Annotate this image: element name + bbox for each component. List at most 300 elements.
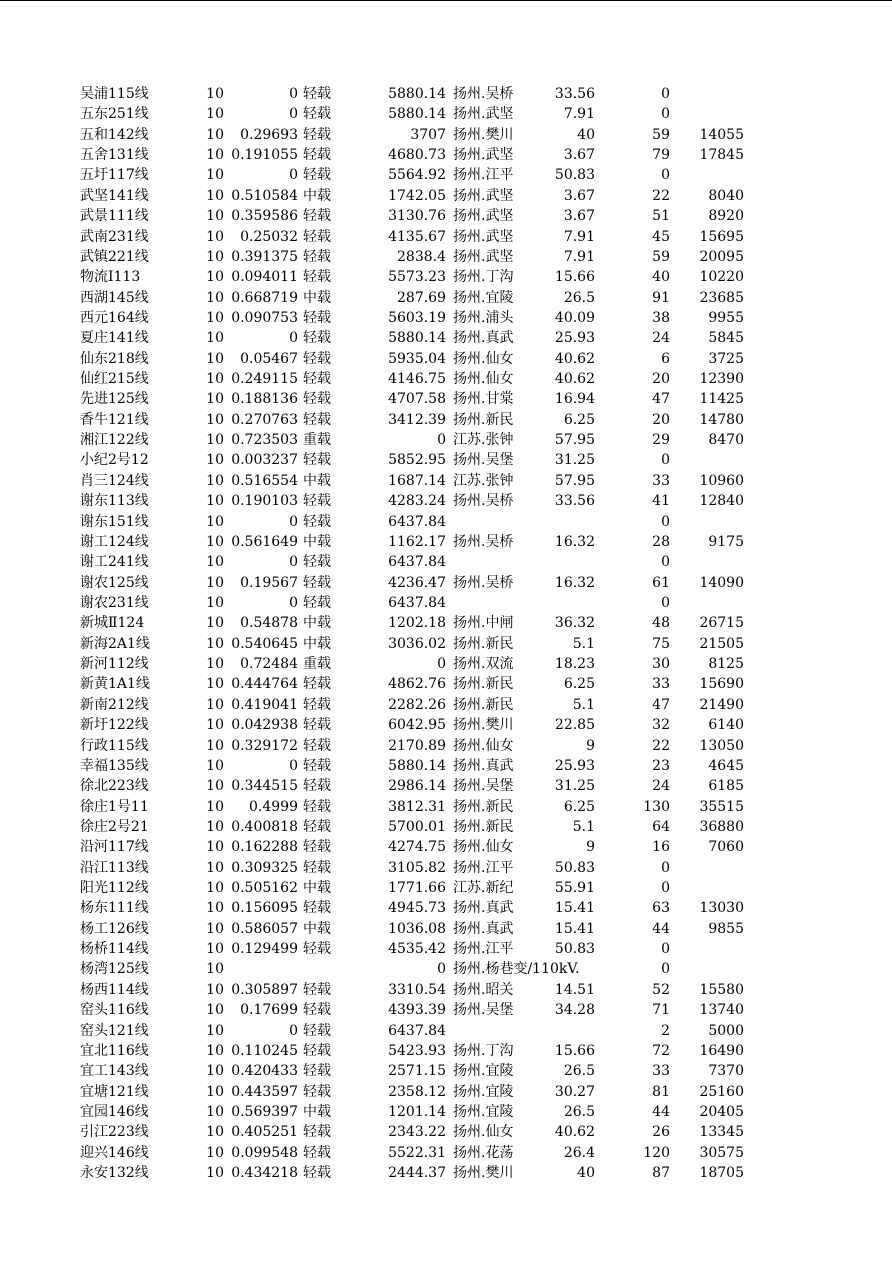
capacity-cell: 6042.95 — [388, 717, 446, 734]
load-status-cell: 中载 — [303, 880, 331, 897]
load-rate-cell: 0.516554 — [231, 472, 298, 489]
load-rate-cell: 0.156095 — [231, 900, 298, 917]
load-rate-cell: 0.668719 — [231, 289, 298, 306]
amount-cell: 36880 — [699, 818, 744, 835]
length-cell: 40.09 — [554, 309, 595, 326]
count-cell: 29 — [652, 432, 670, 449]
table-row — [0, 613, 892, 633]
length-cell: 15.41 — [554, 900, 595, 917]
load-rate-cell: 0.305897 — [231, 981, 298, 998]
line-name-cell: 五东251线 — [80, 106, 149, 123]
capacity-cell: 0 — [437, 656, 446, 673]
voltage-cell: 10 — [206, 880, 224, 897]
table-row — [0, 1000, 892, 1020]
capacity-cell: 4146.75 — [388, 371, 446, 388]
load-rate-cell: 0 — [289, 513, 298, 530]
table-row — [0, 1143, 892, 1163]
load-rate-cell: 0.129499 — [231, 941, 298, 958]
load-rate-cell: 0 — [289, 86, 298, 102]
amount-cell: 9855 — [708, 920, 744, 937]
capacity-cell: 5573.23 — [388, 269, 446, 286]
load-rate-cell: 0 — [289, 757, 298, 774]
table-row — [0, 227, 892, 247]
capacity-cell: 5880.14 — [388, 330, 446, 347]
voltage-cell: 10 — [206, 228, 224, 245]
length-cell: 3.67 — [563, 208, 595, 225]
line-name-cell: 仙东218线 — [80, 350, 149, 367]
amount-cell: 14090 — [699, 574, 744, 591]
amount-cell: 23685 — [699, 289, 744, 306]
length-cell: 57.95 — [554, 432, 595, 449]
count-cell: 0 — [661, 452, 670, 469]
amount-cell: 5845 — [708, 330, 744, 347]
load-status-cell: 重载 — [303, 432, 331, 449]
table-row — [0, 491, 892, 511]
line-name-cell: 徐庄2号21 — [80, 818, 149, 835]
voltage-cell: 10 — [206, 737, 224, 754]
count-cell: 48 — [652, 615, 670, 632]
voltage-cell: 10 — [206, 635, 224, 652]
load-status-cell: 轻载 — [303, 1063, 331, 1080]
load-status-cell: 轻载 — [303, 228, 331, 245]
amount-cell: 3725 — [708, 350, 744, 367]
substation-cell: 扬州.宜陵 — [453, 1083, 514, 1100]
voltage-cell: 10 — [206, 432, 224, 449]
length-cell: 26.5 — [563, 1103, 595, 1120]
load-status-cell: 轻载 — [303, 818, 331, 835]
line-name-cell: 谢工241线 — [80, 554, 149, 571]
length-cell: 31.25 — [554, 452, 595, 469]
load-status-cell: 轻载 — [303, 106, 331, 123]
voltage-cell: 10 — [206, 778, 224, 795]
substation-cell: 扬州.吴堡 — [453, 1002, 514, 1019]
capacity-cell: 2343.22 — [388, 1124, 446, 1141]
table-row — [0, 674, 892, 694]
load-rate-cell: 0.4999 — [249, 798, 298, 815]
capacity-cell: 5852.95 — [388, 452, 446, 469]
count-cell: 0 — [661, 554, 670, 571]
table-row — [0, 552, 892, 572]
table-row — [0, 959, 892, 979]
load-status-cell: 轻载 — [303, 839, 331, 856]
count-cell: 91 — [652, 289, 670, 306]
load-rate-cell: 0.188136 — [231, 391, 298, 408]
amount-cell: 20095 — [699, 248, 744, 265]
count-cell: 61 — [652, 574, 670, 591]
load-status-cell: 轻载 — [303, 981, 331, 998]
amount-cell: 13050 — [699, 737, 744, 754]
capacity-cell: 2282.26 — [388, 696, 446, 713]
length-cell: 5.1 — [572, 696, 595, 713]
table-row — [0, 450, 892, 470]
table-row — [0, 878, 892, 898]
capacity-cell: 5880.14 — [388, 106, 446, 123]
substation-cell: 江苏.张钟 — [453, 432, 514, 449]
substation-cell: 扬州.新民 — [453, 798, 514, 815]
capacity-cell: 5935.04 — [388, 350, 446, 367]
voltage-cell: 10 — [206, 757, 224, 774]
line-name-cell: 武镇221线 — [80, 248, 149, 265]
length-cell: 7.91 — [563, 228, 595, 245]
load-rate-cell: 0.419041 — [231, 696, 298, 713]
table-row — [0, 898, 892, 918]
length-cell: 30.27 — [554, 1083, 595, 1100]
line-name-cell: 新南212线 — [80, 696, 149, 713]
voltage-cell: 10 — [206, 1063, 224, 1080]
length-cell: 18.23 — [554, 656, 595, 673]
line-name-cell: 谢东151线 — [80, 513, 149, 530]
capacity-cell: 3130.76 — [388, 208, 446, 225]
table-row — [0, 308, 892, 328]
capacity-cell: 3412.39 — [388, 411, 446, 428]
amount-cell: 8040 — [708, 187, 744, 204]
load-status-cell: 轻载 — [303, 452, 331, 469]
amount-cell: 12840 — [699, 493, 744, 510]
load-rate-cell: 0.420433 — [231, 1063, 298, 1080]
substation-cell: 扬州.樊川 — [453, 1165, 514, 1182]
substation-cell: 扬州.双流 — [453, 656, 514, 673]
capacity-cell: 5423.93 — [388, 1042, 446, 1059]
capacity-cell: 1202.18 — [388, 615, 446, 632]
line-name-cell: 杨西114线 — [80, 981, 149, 998]
load-status-cell: 轻载 — [303, 493, 331, 510]
line-name-cell: 杨工126线 — [80, 920, 149, 937]
length-cell: 40 — [577, 1165, 595, 1182]
count-cell: 0 — [661, 106, 670, 123]
capacity-cell: 5880.14 — [388, 757, 446, 774]
voltage-cell: 10 — [206, 1144, 224, 1161]
table-row — [0, 430, 892, 450]
capacity-cell: 5522.31 — [388, 1144, 446, 1161]
load-rate-cell: 0.309325 — [231, 859, 298, 876]
count-cell: 0 — [661, 880, 670, 897]
load-rate-cell: 0.344515 — [231, 778, 298, 795]
voltage-cell: 10 — [206, 1002, 224, 1019]
substation-cell: 扬州.吴桥 — [453, 493, 514, 510]
amount-cell: 21490 — [699, 696, 744, 713]
count-cell: 24 — [652, 778, 670, 795]
table-row — [0, 695, 892, 715]
load-rate-cell: 0 — [289, 594, 298, 611]
line-name-cell: 谢农125线 — [80, 574, 149, 591]
line-name-cell: 新黄1A1线 — [80, 676, 150, 693]
length-cell: 40.62 — [554, 1124, 595, 1141]
capacity-cell: 2838.4 — [397, 248, 446, 265]
substation-cell: 扬州.丁沟 — [453, 269, 514, 286]
count-cell: 20 — [652, 411, 670, 428]
load-rate-cell: 0.405251 — [231, 1124, 298, 1141]
voltage-cell: 10 — [206, 1165, 224, 1182]
voltage-cell: 10 — [206, 818, 224, 835]
load-rate-cell: 0 — [289, 167, 298, 184]
load-status-cell: 轻载 — [303, 167, 331, 184]
load-status-cell: 轻载 — [303, 208, 331, 225]
count-cell: 40 — [652, 269, 670, 286]
capacity-cell: 3310.54 — [388, 981, 446, 998]
substation-cell: 扬州.武坚 — [453, 248, 514, 265]
voltage-cell: 10 — [206, 554, 224, 571]
amount-cell: 13030 — [699, 900, 744, 917]
amount-cell: 7370 — [708, 1063, 744, 1080]
count-cell: 28 — [652, 533, 670, 550]
load-status-cell: 轻载 — [303, 737, 331, 754]
count-cell: 47 — [652, 696, 670, 713]
load-rate-cell: 0.270763 — [231, 411, 298, 428]
load-status-cell: 轻载 — [303, 269, 331, 286]
line-name-cell: 新河112线 — [80, 656, 149, 673]
substation-cell: 扬州.仙女 — [453, 371, 514, 388]
line-name-cell: 肖三124线 — [80, 472, 149, 489]
count-cell: 22 — [652, 737, 670, 754]
length-cell: 9 — [586, 737, 595, 754]
amount-cell: 13345 — [699, 1124, 744, 1141]
table-row — [0, 980, 892, 1000]
line-name-cell: 宜北116线 — [80, 1042, 149, 1059]
capacity-cell: 6437.84 — [388, 1022, 446, 1039]
capacity-cell: 5880.14 — [388, 86, 446, 102]
count-cell: 0 — [661, 941, 670, 958]
voltage-cell: 10 — [206, 696, 224, 713]
substation-cell: 扬州.中闸 — [453, 615, 514, 632]
load-status-cell: 轻载 — [303, 147, 331, 164]
count-cell: 120 — [643, 1144, 670, 1161]
voltage-cell: 10 — [206, 147, 224, 164]
load-status-cell: 轻载 — [303, 798, 331, 815]
capacity-cell: 3812.31 — [388, 798, 446, 815]
voltage-cell: 10 — [206, 309, 224, 326]
substation-cell: 扬州.甘棠 — [453, 391, 514, 408]
count-cell: 81 — [652, 1083, 670, 1100]
count-cell: 6 — [661, 350, 670, 367]
line-name-cell: 宜塘121线 — [80, 1083, 149, 1100]
amount-cell: 21505 — [699, 635, 744, 652]
substation-cell: 江苏.新纪 — [453, 880, 514, 897]
voltage-cell: 10 — [206, 493, 224, 510]
table-row — [0, 837, 892, 857]
capacity-cell: 0 — [437, 961, 446, 978]
voltage-cell: 10 — [206, 798, 224, 815]
load-rate-cell: 0.359586 — [231, 208, 298, 225]
length-cell: 9 — [586, 839, 595, 856]
line-name-cell: 五圩117线 — [80, 167, 149, 184]
count-cell: 22 — [652, 187, 670, 204]
table-row — [0, 919, 892, 939]
voltage-cell: 10 — [206, 981, 224, 998]
load-status-cell: 轻载 — [303, 350, 331, 367]
load-status-cell: 轻载 — [303, 941, 331, 958]
capacity-cell: 287.69 — [397, 289, 446, 306]
table-row — [0, 532, 892, 552]
count-cell: 33 — [652, 676, 670, 693]
load-status-cell: 轻载 — [303, 1124, 331, 1141]
length-cell: 5.1 — [572, 635, 595, 652]
amount-cell: 8470 — [708, 432, 744, 449]
capacity-cell: 2444.37 — [388, 1165, 446, 1182]
voltage-cell: 10 — [206, 859, 224, 876]
substation-cell: 扬州.宜陵 — [453, 1103, 514, 1120]
voltage-cell: 10 — [206, 208, 224, 225]
count-cell: 64 — [652, 818, 670, 835]
load-rate-cell: 0.329172 — [231, 737, 298, 754]
load-status-cell: 中载 — [303, 187, 331, 204]
capacity-cell: 1687.14 — [388, 472, 446, 489]
load-rate-cell: 0 — [289, 554, 298, 571]
length-cell: 5.1 — [572, 818, 595, 835]
table-row — [0, 797, 892, 817]
amount-cell: 14055 — [699, 126, 744, 143]
length-cell: 14.51 — [554, 981, 595, 998]
amount-cell: 12390 — [699, 371, 744, 388]
voltage-cell: 10 — [206, 371, 224, 388]
substation-cell: 扬州.真武 — [453, 920, 514, 937]
load-status-cell: 轻载 — [303, 594, 331, 611]
substation-cell: 扬州.武坚 — [453, 208, 514, 225]
count-cell: 51 — [652, 208, 670, 225]
load-rate-cell: 0.510584 — [231, 187, 298, 204]
load-status-cell: 中载 — [303, 533, 331, 550]
load-rate-cell: 0.391375 — [231, 248, 298, 265]
load-rate-cell: 0.444764 — [231, 676, 298, 693]
line-name-cell: 小纪2号12 — [80, 452, 149, 469]
load-status-cell: 轻载 — [303, 717, 331, 734]
amount-cell: 9955 — [708, 309, 744, 326]
capacity-cell: 3036.02 — [388, 635, 446, 652]
line-name-cell: 香牛121线 — [80, 411, 149, 428]
voltage-cell: 10 — [206, 1042, 224, 1059]
amount-cell: 8125 — [708, 656, 744, 673]
count-cell: 72 — [652, 1042, 670, 1059]
load-status-cell: 轻载 — [303, 248, 331, 265]
capacity-cell: 4535.42 — [388, 941, 446, 958]
table-row — [0, 756, 892, 776]
load-rate-cell: 0.05467 — [240, 350, 298, 367]
load-status-cell: 轻载 — [303, 513, 331, 530]
length-cell: 6.25 — [563, 798, 595, 815]
load-rate-cell: 0.094011 — [231, 269, 298, 286]
voltage-cell: 10 — [206, 1083, 224, 1100]
capacity-cell: 3105.82 — [388, 859, 446, 876]
capacity-cell: 4862.76 — [388, 676, 446, 693]
amount-cell: 14780 — [699, 411, 744, 428]
length-cell: 25.93 — [554, 330, 595, 347]
length-cell: 36.32 — [554, 615, 595, 632]
substation-cell: 扬州.新民 — [453, 676, 514, 693]
voltage-cell: 10 — [206, 839, 224, 856]
count-cell: 2 — [661, 1022, 670, 1039]
length-cell: 33.56 — [554, 86, 595, 102]
length-cell: 50.83 — [554, 859, 595, 876]
table-row — [0, 369, 892, 389]
voltage-cell: 10 — [206, 513, 224, 530]
voltage-cell: 10 — [206, 167, 224, 184]
substation-cell: 扬州.丁沟 — [453, 1042, 514, 1059]
voltage-cell: 10 — [206, 1124, 224, 1141]
load-rate-cell: 0 — [289, 1022, 298, 1039]
load-rate-cell: 0.19567 — [240, 574, 298, 591]
load-rate-cell: 0.72484 — [240, 656, 298, 673]
amount-cell: 10960 — [699, 472, 744, 489]
capacity-cell: 4135.67 — [388, 228, 446, 245]
load-rate-cell: 0 — [289, 330, 298, 347]
load-rate-cell: 0.162288 — [231, 839, 298, 856]
amount-cell: 6140 — [708, 717, 744, 734]
capacity-cell: 5700.01 — [388, 818, 446, 835]
load-status-cell: 轻载 — [303, 676, 331, 693]
amount-cell: 15580 — [699, 981, 744, 998]
capacity-cell: 2358.12 — [388, 1083, 446, 1100]
load-status-cell: 轻载 — [303, 1144, 331, 1161]
table-row — [0, 512, 892, 532]
voltage-cell: 10 — [206, 717, 224, 734]
capacity-cell: 2571.15 — [388, 1063, 446, 1080]
capacity-cell: 1742.05 — [388, 187, 446, 204]
line-name-cell: 西元164线 — [80, 309, 149, 326]
table-row — [0, 817, 892, 837]
voltage-cell: 10 — [206, 289, 224, 306]
substation-cell: 扬州.武坚 — [453, 106, 514, 123]
load-rate-cell: 0.099548 — [231, 1144, 298, 1161]
load-status-cell: 轻载 — [303, 1022, 331, 1039]
line-name-cell: 引江223线 — [80, 1124, 149, 1141]
table-row — [0, 1163, 892, 1183]
count-cell: 0 — [661, 961, 670, 978]
length-cell: 50.83 — [554, 941, 595, 958]
amount-cell: 20405 — [699, 1103, 744, 1120]
spreadsheet-body — [0, 84, 892, 1183]
load-status-cell: 轻载 — [303, 859, 331, 876]
amount-cell: 15690 — [699, 676, 744, 693]
load-rate-cell: 0.110245 — [231, 1042, 298, 1059]
line-name-cell: 杨桥114线 — [80, 941, 149, 958]
table-row — [0, 1041, 892, 1061]
substation-cell: 扬州.真武 — [453, 900, 514, 917]
table-row — [0, 328, 892, 348]
voltage-cell: 10 — [206, 941, 224, 958]
amount-cell: 11425 — [699, 391, 744, 408]
length-cell: 50.83 — [554, 167, 595, 184]
amount-cell: 16490 — [699, 1042, 744, 1059]
substation-cell: 扬州.新民 — [453, 818, 514, 835]
length-cell: 7.91 — [563, 248, 595, 265]
voltage-cell: 10 — [206, 86, 224, 102]
table-row — [0, 389, 892, 409]
substation-cell: 扬州.樊川 — [453, 717, 514, 734]
substation-cell: 扬州.新民 — [453, 635, 514, 652]
voltage-cell: 10 — [206, 961, 224, 978]
voltage-cell: 10 — [206, 452, 224, 469]
line-name-cell: 谢东113线 — [80, 493, 149, 510]
amount-cell: 17845 — [699, 147, 744, 164]
substation-cell: 扬州.吴堡 — [453, 452, 514, 469]
amount-cell: 18705 — [699, 1165, 744, 1182]
voltage-cell: 10 — [206, 920, 224, 937]
line-name-cell: 沿江113线 — [80, 859, 149, 876]
length-cell: 31.25 — [554, 778, 595, 795]
voltage-cell: 10 — [206, 391, 224, 408]
count-cell: 44 — [652, 1103, 670, 1120]
substation-cell: 扬州.江平 — [453, 167, 514, 184]
substation-cell: 扬州.武坚 — [453, 147, 514, 164]
line-name-cell: 杨湾125线 — [80, 961, 149, 978]
count-cell: 59 — [652, 126, 670, 143]
substation-cell: 扬州.仙女 — [453, 737, 514, 754]
length-cell: 34.28 — [554, 1002, 595, 1019]
line-name-cell: 谢农231线 — [80, 594, 149, 611]
table-row — [0, 104, 892, 124]
line-name-cell: 新海2A1线 — [80, 635, 150, 652]
load-status-cell: 中载 — [303, 635, 331, 652]
length-cell: 22.85 — [554, 717, 595, 734]
